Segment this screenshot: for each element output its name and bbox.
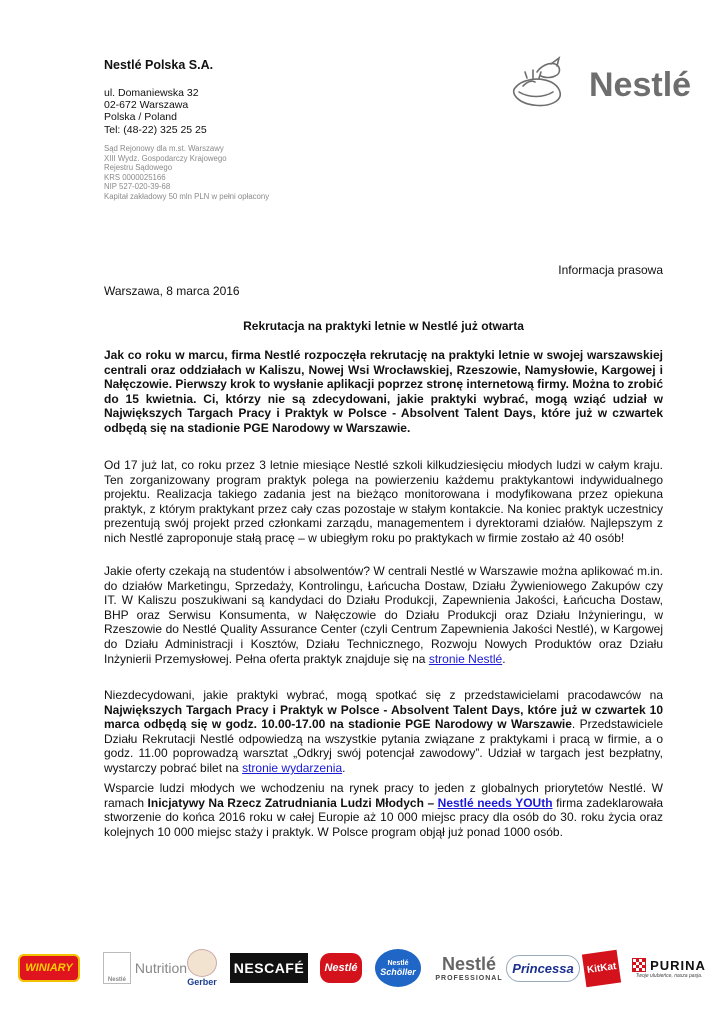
body-paragraph — [104, 564, 663, 666]
company-name: Nestlé Polska S.A. — [104, 58, 214, 72]
gerber-logo — [180, 948, 224, 988]
document-date: Warszawa, 8 marca 2016 — [104, 284, 240, 298]
logo-wordmark: Nestlé — [589, 66, 692, 104]
paragraph-bold-text: Inicjatywy Na Rzecz Zatrudniania Ludzi Młodych – — [147, 795, 438, 810]
document-title: Rekrutacja na praktyki letnie w Nestlé już otwarta — [243, 319, 524, 333]
press-release-label: Informacja prasowa — [558, 263, 663, 277]
princessa-logo — [510, 948, 576, 988]
registry-line: NIP 527-020-39-68 — [104, 182, 171, 192]
nestle-logo — [507, 52, 697, 112]
purina-checkerboard-icon — [632, 958, 646, 972]
nestle-site-link[interactable]: stronie Nestlé — [428, 651, 503, 666]
body-paragraph — [104, 781, 663, 839]
address-line: Tel: (48-22) 325 25 25 — [104, 123, 207, 136]
paragraph-text: . — [502, 651, 506, 666]
nestle-red-wordmark: Nestlé — [320, 953, 361, 983]
registry-line: Rejestru Sądowego — [104, 163, 173, 173]
nutrition-wordmark: Nutrition — [134, 960, 188, 976]
address-line: ul. Domaniewska 32 — [104, 87, 199, 99]
brand-logos-strip — [10, 948, 715, 988]
body-paragraph: Od 17 już lat, co roku przez 3 letnie miesiące Nestlé szkoli kilkudziesięciu młodych ludzi w całym kraju. Ten zorganizowany program praktyk polega na powierzeniu każdemu praktykantowi indywidualnego projektu. Realizacja takiego zadania jest na bieżąco monitorowana i modyfikowana przez opiekuna praktyk, z którym praktykant przez cały czas pozostaje w stałym kontakcie. Na koniec praktyk uczestnicy prezentują swój projekt przed członkami zarządu, managementem i dyrektorami działów. Najlepszym z nich Nestlé zaproponuje stałą pracę – w ubiegłym roku po praktykach w firmie zostało aż 40 osób! — [104, 458, 663, 545]
purina-wordmark: PURINA — [650, 957, 706, 973]
nestle-needs-youth-link[interactable]: Nestlé needs YOUth — [437, 795, 553, 810]
registry-line: XIII Wydz. Gospodarczy Krajowego — [104, 153, 227, 163]
registry-line: KRS 0000025166 — [104, 172, 166, 182]
paragraph-text: . — [342, 760, 346, 775]
paragraph-text: firma zadeklarowała stworzenie do końca 2016 roku w całej Europie aż 10 000 miejsc pracy dla osób do 30. roku życia oraz kolejnych 10 000 miejsc staży i praktyk. W Polsce program objął już ponad 1000 osób. — [104, 795, 663, 839]
company-address — [104, 87, 207, 136]
schoeller-nestle-text: Nestlé — [387, 959, 409, 967]
kitkat-wordmark: KitKat — [582, 949, 622, 987]
registry-line: Kapitał zakładowy 50 mln PLN w pełni opłacony — [104, 191, 270, 201]
paragraph-text: Jakie oferty czekają na studentów i absolwentów? W centrali Nestlé w Warszawie można aplikować m.in. do działów Marketingu, Sprzedaży, Kontrolingu, Łańcucha Dostaw, Działu Żywieniowego Zakupów czy IT. W Kaliszu poszukiwani są kandydaci do Działu Produkcji, Zapewnienia Jakości, Łańcucha Dostaw, BHP oraz Serwisu Konsumenta, w Nałęczowie do Działu Produkcji oraz Działu Inżynieringu, w Rzeszowie do Nestlé Quality Assurance Center (czyli Centrum Zapewnienia Jakości Nestlé), w Kargowej do Działu Administracji i Kosztów, Działu Technicznego, Rozwoju Nowych Produktów oraz Działu Inżynierii Przemysłowej. Pełna oferta praktyk znajduje się na — [104, 564, 663, 666]
address-line: 02-672 Warszawa — [104, 99, 189, 112]
kitkat-logo — [580, 948, 624, 988]
nestle-professional-logo — [430, 948, 508, 988]
schoeller-wordmark: Schöller — [380, 966, 416, 977]
winiary-wordmark: WINIARY — [18, 954, 79, 982]
nestle-schoeller-logo — [372, 948, 424, 988]
bird-nest-icon — [514, 58, 561, 105]
registry-info — [104, 144, 269, 202]
schoeller-badge — [375, 949, 421, 987]
purina-logo — [626, 948, 712, 988]
nescafe-wordmark: NESCAFÉ — [230, 953, 308, 983]
paragraph-text: Niezdecydowani, jakie praktyki wybrać, mogą spotkać się z przedstawicielami pracodawców na — [104, 688, 663, 702]
nestle-red-logo — [316, 948, 366, 988]
paragraph-bold-text: Największych Targach Pracy i Praktyk w Polsce - Absolvent Talent Days, które już w czwartek 10 marca odbędą się w godz. 10.00-17.00 na stadionie PGE Narodowy w Warszawie — [104, 702, 663, 732]
gerber-wordmark: Gerber — [187, 977, 217, 987]
winiary-logo — [12, 948, 86, 988]
purina-tagline: Twoje ulubieńce, nasza pasja. — [635, 972, 703, 979]
nescafe-logo — [226, 948, 312, 988]
lead-paragraph: Jak co roku w marcu, firma Nestlé rozpoczęła rekrutację na praktyki letnie w swojej warszawskiej centrali oraz oddziałach w Kaliszu, Nowej Wsi Wrocławskiej, Rzeszowie, Namysłowie, Kargowej i Nałęczowie. Pierwszy krok to wysłanie aplikacji poprzez stronę internetową firmy. Można to zrobić do 15 kwietnia. Ci, którzy nie są zdecydowani, jakie praktyki wybrać, mogą wziąć udział w Największych Targach Pracy i Praktyk w Polsce - Absolvent Talent Days, które już w czwartek odbędą się na stadionie PGE Narodowy w Warszawie. — [104, 348, 663, 435]
address-line: Polska / Poland — [104, 111, 177, 124]
event-site-link[interactable]: stronie wydarzenia — [242, 760, 343, 775]
nutrition-nestle-badge: Nestlé — [103, 952, 131, 984]
paragraph-text: Wsparcie ludzi młodych we wchodzeniu na rynek pracy to jeden z globalnych priorytetów Nestlé. W ramach — [104, 781, 663, 810]
princessa-wordmark: Princessa — [506, 955, 579, 982]
professional-wordmark: PROFESSIONAL — [435, 975, 503, 982]
body-paragraph — [104, 688, 663, 776]
gerber-baby-icon — [187, 949, 217, 977]
professional-nestle-text: Nestlé — [441, 954, 497, 974]
purina-wordmark-row — [632, 958, 706, 973]
registry-line: Sąd Rejonowy dla m.st. Warszawy — [104, 144, 224, 153]
paragraph-text: . Przedstawiciele Działu Rekrutacji Nestlé odpowiedzą na wszystkie pytania związane z praktykami i pracą w firmie, a o godz. 11.00 poprowadzą warsztat „Odkryj swój potencjał zawodowy”. Udział w targach jest bezpłatny, wystarczy pobrać bilet na — [104, 717, 663, 775]
